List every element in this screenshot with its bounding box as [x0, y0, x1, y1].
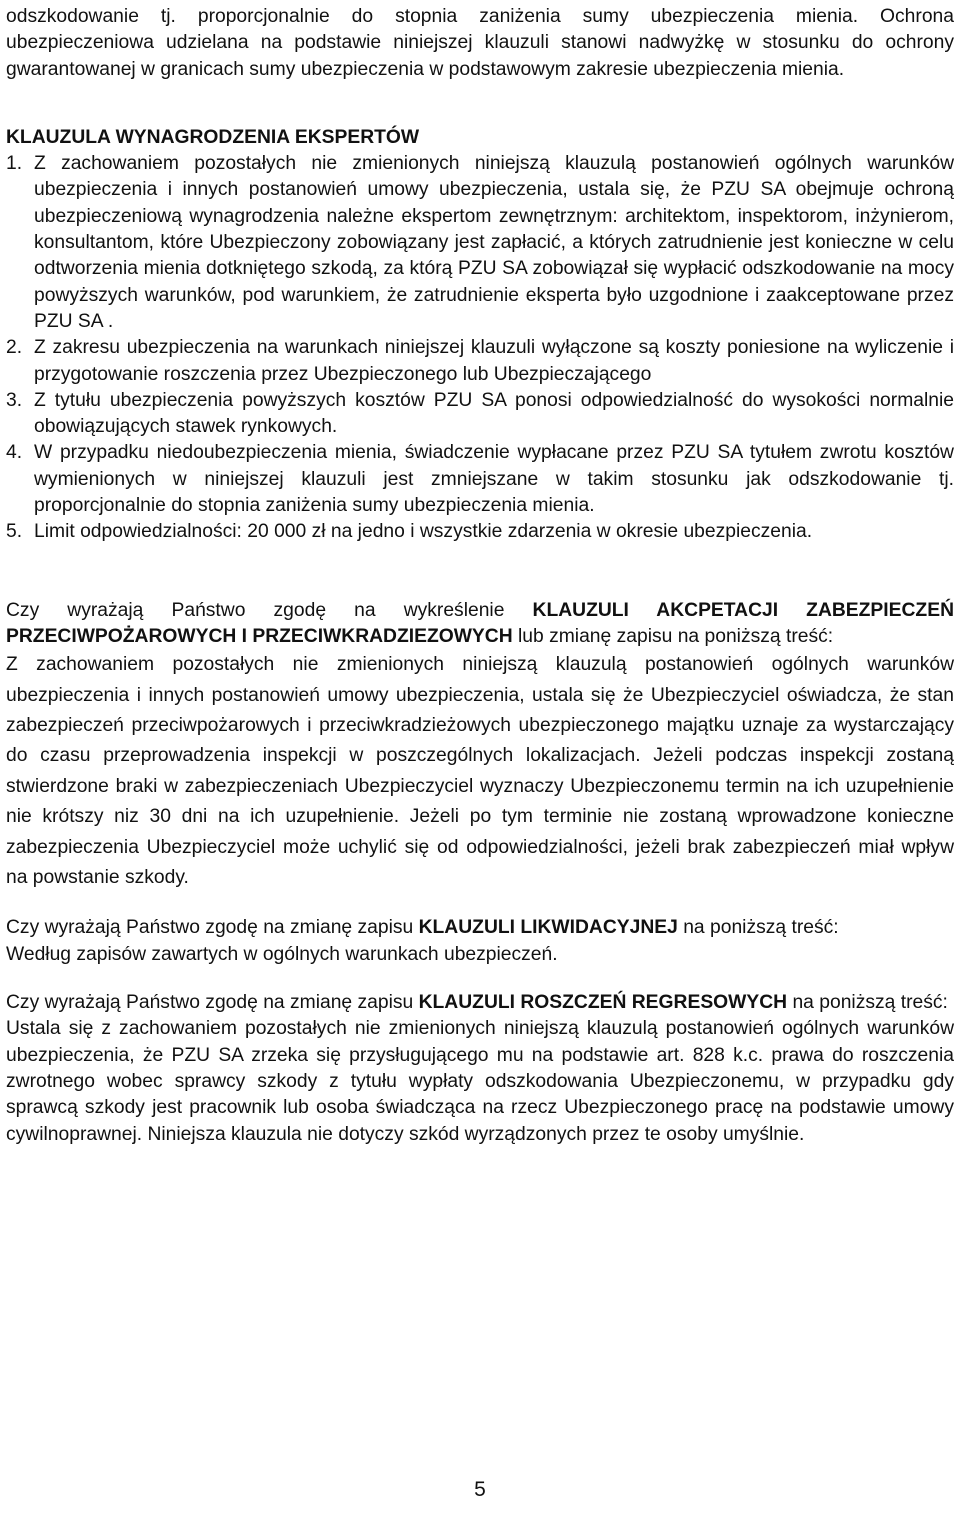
item-number: 5.	[6, 521, 23, 543]
expert-clause-list	[6, 151, 954, 545]
document-page	[6, 0, 954, 1148]
item-number: 4.	[6, 442, 23, 464]
question-1-clause: KLAUZULI AKCPETACJI ZABEZPIECZEŃ PRZECIWPOŻAROWYCH I PRZECIWKRADZIEZOWYCH	[6, 599, 954, 647]
question-2-pre: Czy wyrażają Państwo zgodę na zmianę zapisu	[6, 917, 419, 939]
item-text: Z tytułu ubezpieczenia powyższych kosztów PZU SA ponosi odpowiedzialność do wysokości normalnie obowiązujących stawek rynkowych.	[34, 389, 954, 438]
question-3-pre: Czy wyrażają Państwo zgodę na zmianę zapisu	[6, 992, 419, 1014]
item-number: 1.	[6, 153, 23, 175]
question-2-clause: KLAUZULI LIKWIDACYJNEJ	[418, 917, 678, 939]
question-1	[6, 598, 954, 651]
question-3-post: na poniższą treść:	[787, 992, 948, 1014]
question-1-post: lub zmianę zapisu na poniższą treść:	[512, 625, 834, 647]
question-3-clause: KLAUZULI ROSZCZEŃ REGRESOWYCH	[418, 992, 788, 1014]
list-item	[6, 519, 954, 545]
question-1-pre: Czy wyrażają Państwo zgodę na wykreślenie	[6, 599, 533, 621]
item-number: 2.	[6, 337, 23, 359]
item-text: W przypadku niedoubezpieczenia mienia, świadczenie wypłacane przez PZU SA tytułem zwrotu kosztów wymienionych w niniejszej klauzuli jest zmniejszane w takim stosunku jak odszkodowanie tj. proporcjonalnie do stopnia zaniżenia sumy ubezpieczenia mienia.	[34, 442, 954, 517]
question-1-body: Z zachowaniem pozostałych nie zmienionych niniejszą klauzulą postanowień ogólnych warunków ubezpieczenia i innych postanowień umowy ubezpieczenia, ustala się że Ubezpieczyciel oświadcza, że stan zabezpieczeń przeciwpożarowych i przeciwkradzieżowych ubezpieczonego majątku uznaje za wystarczający do czasu przeprowadzenia inspekcji w poszczególnych lokalizacjach. Jeżeli podczas inspekcji zostaną stwierdzone braki w zabezpieczeniach Ubezpieczyciel wyznaczy Ubezpieczonemu termin na ich uzupełnienie nie krótszy niz 30 dni na ich uzupełnienie. Jeżeli po tym terminie nie zostaną wprowadzone konieczne zabezpieczenia Ubezpieczyciel może uchylić się od odpowiedzialności, jeżeli brak zabezpieczeń miał wpływ na powstanie szkody.	[6, 654, 954, 889]
list-item	[6, 440, 954, 519]
expert-clause-title: KLAUZULA WYNAGRODZENIA EKSPERTÓW	[6, 126, 420, 148]
question-3	[6, 990, 954, 1016]
list-item	[6, 335, 954, 388]
item-text: Limit odpowiedzialności: 20 000 zł na jedno i wszystkie zdarzenia w okresie ubezpieczenia.	[34, 521, 813, 543]
list-item	[6, 151, 954, 335]
question-3-body: Ustala się z zachowaniem pozostałych nie zmienionych niniejszą klauzulą postanowień ogólnych warunków ubezpieczenia, że PZU SA zrzeka się przysługującego mu na podstawie art. 828 k.c. prawa do roszczenia zwrotnego wobec sprawcy szkody z tytułu wypłaty odszkodowania Ubezpieczonemu, w przypadku gdy sprawcą szkody jest pracownik lub osoba świadcząca na rzecz Ubezpieczonego pracę na podstawie umowy cywilnoprawnej. Niniejsza klauzula nie dotyczy szkód wyrządzonych przez te osoby umyślnie.	[6, 1018, 954, 1145]
question-2-post: na poniższą treść:	[677, 917, 839, 939]
item-number: 3.	[6, 389, 23, 411]
question-2-body: Według zapisów zawartych w ogólnych warunkach ubezpieczeń.	[6, 943, 558, 965]
question-2	[6, 915, 954, 941]
intro-paragraph: odszkodowanie tj. proporcjonalnie do stopnia zaniżenia sumy ubezpieczenia mienia. Ochrona ubezpieczeniowa udzielana na podstawie niniejszej klauzuli stanowi nadwyżkę w stosunku do ochrony gwarantowanej w granicach sumy ubezpieczenia w podstawowym zakresie ubezpieczenia mienia.	[6, 6, 954, 80]
item-text: Z zakresu ubezpieczenia na warunkach niniejszej klauzuli wyłączone są koszty poniesione na wyliczenie i przygotowanie roszczenia przez Ubezpieczonego lub Ubezpieczającego	[34, 337, 954, 385]
list-item	[6, 388, 954, 441]
item-text: Z zachowaniem pozostałych nie zmienionych niniejszą klauzulą postanowień ogólnych warunków ubezpieczenia i innych postanowień umowy ubezpieczenia, ustala się, że PZU SA obejmuje ochroną ubezpieczeniową wynagrodzenia należne ekspertom zewnętrznym: architektom, inspektorom, inżynierom, konsultantom, które Ubezpieczony zobowiązany jest zapłacić, a których zatrudnienie jest konieczne w celu odtworzenia mienia dotkniętego szkodą, za którą PZU SA zobowiązał się wypłacić odszkodowanie na mocy powyższych warunków, pod warunkiem, że zatrudnienie eksperta było uzgodnione i zaakceptowane przez PZU SA .	[34, 153, 954, 332]
page-number: 5	[474, 1478, 486, 1501]
